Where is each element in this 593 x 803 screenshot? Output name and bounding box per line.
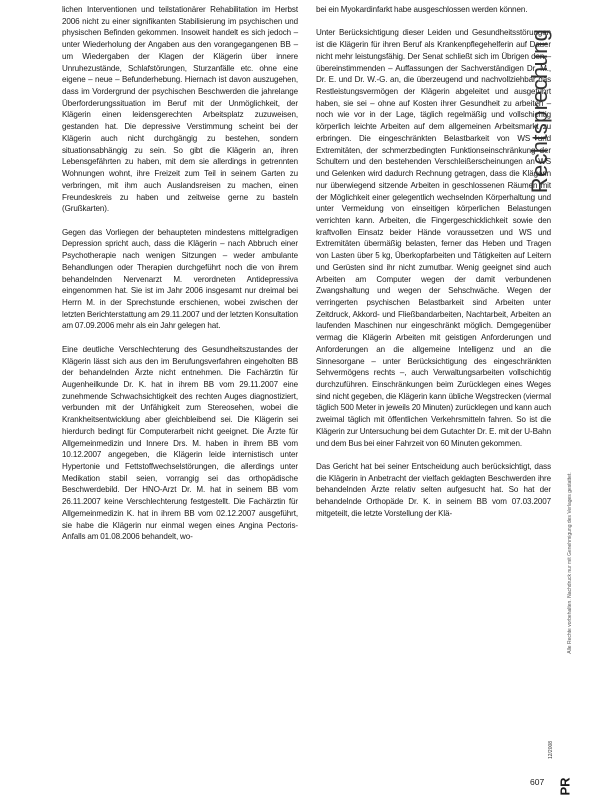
page-number: 607: [530, 777, 545, 787]
text-column-right: [316, 4, 551, 520]
paragraph: lichen Interventionen und teilstationärer Rehabilitation im Herbst 2006 nicht zu einer signifikanten Stabilisierung im psychischen und physischen Befinden gekommen. Insoweit handelt es sich jedoch – unter Wiederholung der Angaben aus den vorangegangenen BB – um Wiedergaben der Klagen der Klägerin über innere Unruhezustände, Schlafstörungen, Sturzanfälle etc. ohne eine eigene – neue – Befunderhebung. Hiernach ist davon auszugehen, dass im Vordergrund der psychischen Beschwerden die jahrelange Überforderungssituation im Beruf mit der Unmöglichkeit, der Klägerin einen leidensgerechten Arbeitsplatz zuzuweisen, gestanden hat. Die depressive Verstimmung scheint bei der Klägerin auch nicht durchgängig zu bestehen, sondern situationsabhängig zu sein. So gibt die Klägerin an, ihren Lebensgefährten zu haben, mit dem sie allerdings in getrennten Wohnungen wohnt, ihre Freizeit zum Teil in seinem Garten zu verbringen, mit ihm auch Auslandsreisen zu machen, einen Freundeskreis zu haben und zeitweise gerne zu basteln (Grußkarten).: [62, 5, 298, 214]
copyright-note-text: Alle Rechte vorbehalten. Nachdruck nur mit Genehmigung des Verlages gestattet.: [567, 472, 573, 654]
journal-mark: [548, 705, 590, 797]
paragraph: Unter Berücksichtigung dieser Leiden und Gesundheitsstörungen ist die Klägerin für ihren Beruf als Krankenpflegehelferin auf Dauer nicht mehr leistungsfähig. Der Senat schließt sich im Übrigen den – übereinstimmenden – Auffassungen der Sachverständigen Dr. M., Dr. E. und Dr. W.-G. an, die überzeugend und nachvollziehbar das Restleistungsvermögen der Klägerin abgeleitet und ausgeführt haben, sie sei – ohne auf Kosten ihrer Gesundheit zu arbeiten – noch wie vor in der Lage, täglich regelmäßig und vollschichtig körperlich leichte Arbeiten auf dem allgemeinen Arbeitsmarkt zu erbringen. Die eingeschränkten Belastbarkeit von WS und Extremitäten, der schmerzbedingten Funktionseinschränkung der Schultern und den bestehenden Verschleißerscheinungen an WS und Gelenken wird dadurch Rechnung getragen, dass die Klägerin nur überwiegend sitzende Arbeiten in geschlossenen Räumen mit der Möglichkeit einer gelegentlich wechselnden Körperhaltung und unter Vermeidung von einseitigen körperlichen Belastungen verrichten kann. Arbeiten, die Fingergeschicklichkeit sowie den kraftvollen Einsatz beider Hände voraussetzen und WS und Extremitäten übermäßig belasten, ferner das Heben und Tragen von Lasten über 5 kg, Überkopfarbeiten und Tätigkeiten auf Leitern und Gerüsten sind ihr nicht zumutbar. Wenig geeignet sind auch Arbeiten am Computer wegen der damit verbundenen Zwangshaltung und wegen der Sehschwäche. Wegen der verringerten psychischen Belastbarkeit sind Arbeiten unter Zeitdruck, Akkord- und Fließbandarbeiten, Nachtarbeit, Arbeiten an laufenden Maschinen nur eingeschränkt möglich. Demgegenüber vermag die Klägerin Arbeiten mit geistigen Anforderungen und Anforderungen an die allgemeine Intelligenz und an die Sinnesorgane – unter Berücksichtigung des eingeschränkten Sehvermögens rechts –, auch Verwaltungsarbeiten vollschichtig durchzuführen. Einschränkungen beim Zurücklegen eines Weges sind nicht gegeben, die Klägerin kann übliche Wegstrecken (viermal täglich 500 Meter in jeweils 20 Minuten) zurücklegen und kann auch zweimal täglich mit öffentlichen Verkehrsmitteln fahren. So ist die Klägerin zur Untersuchung bei dem Gutachter Dr. E. mit der U-Bahn und dem Bus bei einer Fahrzeit von 60 Minuten gekommen.: [316, 28, 551, 448]
paragraph: bei ein Myokardinfarkt habe ausgeschlossen werden können.: [316, 5, 528, 14]
journal-issue: 12/2008: [548, 740, 555, 760]
section-title-text: Rechtsprechung: [526, 28, 552, 194]
section-title: [526, 6, 588, 246]
paragraph: Das Gericht hat bei seiner Entscheidung auch berücksichtigt, dass die Klägerin in Anbetracht der vielfach geklagten Beschwerden ihre behandelnden Ärzte relativ selten aufgesucht hat. So hat der behandelnde Orthopäde Dr. K. in seinem BB vom 07.03.2007 mitgeteilt, die letzte Vorstellung der Klä-: [316, 462, 551, 518]
text-column-left: [62, 4, 298, 543]
paragraph: Eine deutliche Verschlechterung des Gesundheitszustandes der Klägerin lässt sich aus den im Berufungsverfahren eingeholten BB der behandelnden Ärzte nicht entnehmen. Die Fachärztin für Augenheilkunde Dr. K. hat in ihrem BB vom 29.11.2007 eine zunehmende Schwachsichtigkeit des rechten Auges diagnostiziert, verbunden mit der Unfähigkeit zum Stereosehen, wobei die Krankheitsentwicklung aber gleichbleibend sei. Die Klägerin sei hierdurch bedingt für Computerarbeit nicht geeignet. Die Ärzte für Allgemeinmedizin und Innere Drs. M. haben in ihrem BB vom 10.12.2007 angegeben, die Klägerin leide internistisch unter Hypertonie und Fettstoffwechselstörungen, die allerdings unter Medikation stabil seien, vorrangig sei das orthopädische Beschwerdebild. Der HNO-Arzt Dr. M. hat in seinem BB vom 26.11.2007 keine Verschlechterung festgestellt. Die Fachärztin für Allgemeinmedizin K. hat in ihrem BB vom 02.12.2007 ausgeführt, sie habe die Klägerin nur einmal wegen eines Angina Pectoris-Anfalls am 01.08.2006 behandelt, wo-: [62, 344, 298, 542]
paragraph: Gegen das Vorliegen der behaupteten mindestens mittelgradigen Depression spricht auch, dass die Klägerin – nach Abbruch einer Psychotherapie nach wenigen Sitzungen – weder ambulante Behandlungen oder Therapien durchgeführt noch die von ihrem behandelnden Nervenarzt M. verordneten Antidepressiva eingenommen hat. Sie ist im Jahr 2006 insgesamt nur dreimal bei Herrn M. in der Sprechstunde erschienen, wobei zwischen der letzten Berichterstattung am 29.11.2007 und der letzten Konsultation am 07.09.2006 mehr als ein Jahr gelegen hat.: [62, 227, 298, 331]
journal-logo: PR: [557, 777, 573, 796]
